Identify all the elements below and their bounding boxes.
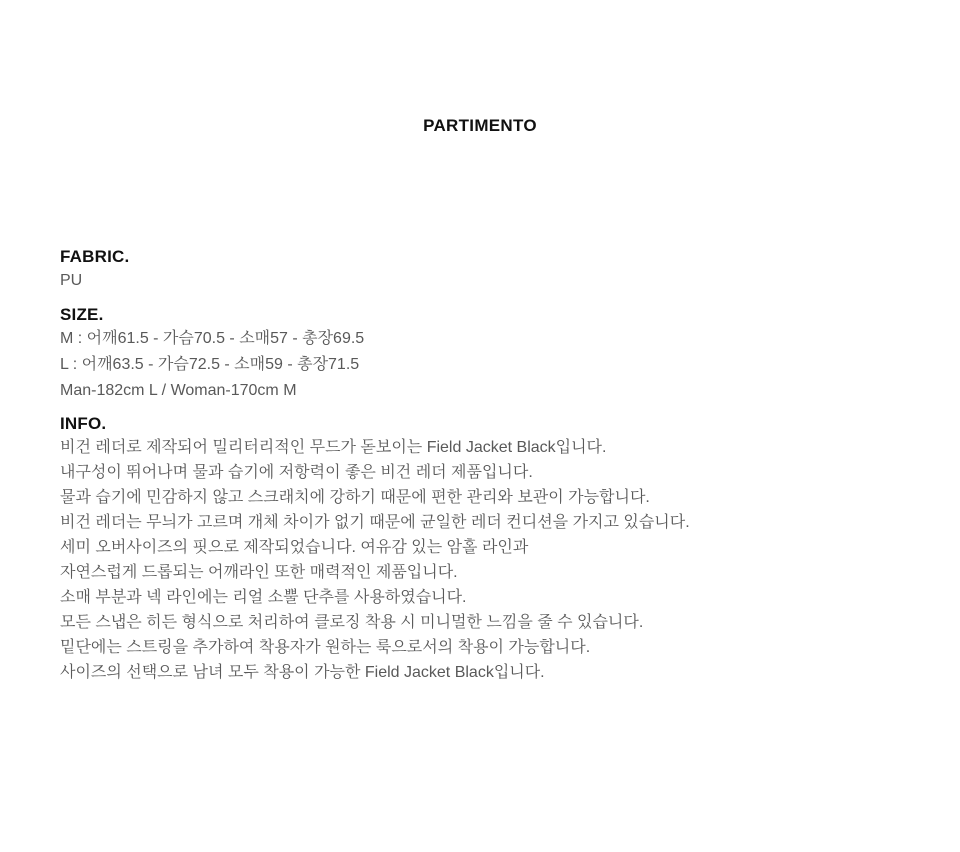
info-line: 자연스럽게 드롭되는 어깨라인 또한 매력적인 제품입니다. <box>60 564 458 581</box>
fabric-heading: FABRIC. <box>60 247 130 266</box>
info-line: 비건 레더는 무늬가 고르며 개체 차이가 없기 때문에 균일한 레더 컨디션을 가지고 있습니다. <box>60 514 690 531</box>
size-line-model: Man-182cm L / Woman-170cm M <box>60 382 297 399</box>
size-line-l: L : 어깨63.5 - 가슴72.5 - 소매59 - 총장71.5 <box>60 356 360 373</box>
brand-title: PARTIMENTO <box>423 116 537 135</box>
info-line: 물과 습기에 민감하지 않고 스크래치에 강하기 때문에 편한 관리와 보관이 가능합니다. <box>60 489 650 506</box>
info-line: 사이즈의 선택으로 남녀 모두 착용이 가능한 Field Jacket Black입니다. <box>60 664 545 681</box>
info-section <box>60 413 690 685</box>
size-line-m: M : 어깨61.5 - 가슴70.5 - 소매57 - 총장69.5 <box>60 330 365 347</box>
size-heading: SIZE. <box>60 305 104 324</box>
fabric-section <box>60 246 129 293</box>
info-line: 소매 부분과 넥 라인에는 리얼 소뿔 단추를 사용하였습니다. <box>60 589 467 606</box>
info-line: 비건 레더로 제작되어 밀리터리적인 무드가 돋보이는 Field Jacket Black입니다. <box>60 439 607 456</box>
info-line: 밑단에는 스트링을 추가하여 착용자가 원하는 룩으로서의 착용이 가능합니다. <box>60 639 591 656</box>
size-section <box>60 304 364 404</box>
info-line: 모든 스냅은 히든 형식으로 처리하여 클로징 착용 시 미니멀한 느낌을 줄 수 있습니다. <box>60 614 644 631</box>
info-line: 세미 오버사이즈의 핏으로 제작되었습니다. 여유감 있는 암홀 라인과 <box>60 539 529 556</box>
fabric-value: PU <box>60 272 83 289</box>
info-heading: INFO. <box>60 414 107 433</box>
info-line: 내구성이 뛰어나며 물과 습기에 저항력이 좋은 비건 레더 제품입니다. <box>60 464 533 481</box>
